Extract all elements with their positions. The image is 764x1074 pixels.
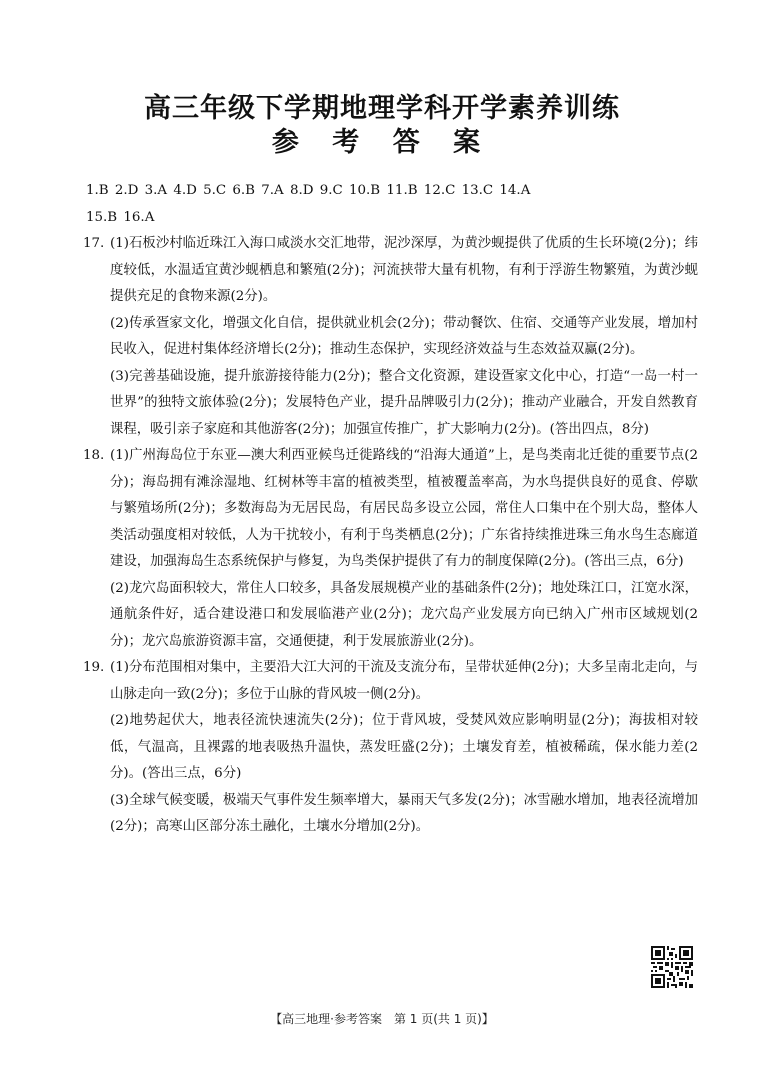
qr-code-icon	[651, 946, 693, 988]
page-title: 高三年级下学期地理学科开学素养训练	[144, 93, 620, 124]
question-number: 18.	[83, 448, 105, 463]
question-number: 19.	[83, 660, 105, 675]
question-17-part-2: (2)传承疍家文化，增强文化自信，提供就业机会(2分)；带动餐饮、住宿、交通等产业发展，增加村民收入，促进村集体经济增长(2分)；推动生态保护，实现经济效益与生态效益双赢(2分)。	[110, 315, 698, 357]
question-18-part-1: (1)广州海岛位于东亚—澳大利西亚候鸟迁徙路线的“沿海大通道”上，是鸟类南北迁徙的重要节点(2分)；海岛拥有滩涂湿地、红树林等丰富的植被类型，植被覆盖率高，为水鸟提供良好的觅食、停歇与繁殖场所(2分)；多数海岛为无居民岛，有居民岛多设立公园，常住人口集中在个别大岛，整体人类活动强度相对较低，人为干扰较小，有利于鸟类栖息(2分)；广东省持续推进珠三角水鸟生态廊道建设，加强海岛生态系统保护与修复，为鸟类保护提供了有力的制度保障(2分)。(答出三点，6分)	[110, 448, 698, 569]
question-17-part-3: (3)完善基础设施，提升旅游接待能力(2分)；整合文化资源，建设疍家文化中心，打造“一岛一村一世界”的独特文旅体验(2分)；发展特色产业，提升品牌吸引力(2分)；推动产业融合，开发自然教育课程，吸引亲子家庭和其他游客(2分)；加强宣传推广，扩大影响力(2分)。(答出四点，8分)	[110, 368, 698, 437]
question-19-part-3: (3)全球气候变暖，极端天气事件发生频率增大，暴雨天气多发(2分)；冰雪融水增加，地表径流增加(2分)；高寒山区部分冻土融化，土壤水分增加(2分)。	[110, 792, 698, 834]
question-number: 17.	[83, 236, 105, 251]
choice-answers-line-1: 1.B 2.D 3.A 4.D 5.C 6.B 7.A 8.D 9.C 10.B 11.B 12.C 13.C 14.A	[86, 183, 531, 198]
question-17-part-1: (1)石板沙村临近珠江入海口咸淡水交汇地带，泥沙深厚，为黄沙蚬提供了优质的生长环境(2分)；纬度较低，水温适宜黄沙蚬栖息和繁殖(2分)；河流挟带大量有机物，有利于浮游生物繁殖，为黄沙蚬提供充足的食物来源(2分)。	[110, 236, 698, 304]
page-subtitle: 参 考 答 案	[271, 127, 493, 158]
question-19-part-2: (2)地势起伏大，地表径流快速流失(2分)；位于背风坡，受焚风效应影响明显(2分)；海拔相对较低，气温高，且裸露的地表吸热升温快，蒸发旺盛(2分)；土壤发育差，植被稀疏，保水能力差(2分)。(答出三点，6分)	[110, 713, 698, 781]
question-19	[83, 655, 698, 841]
answer-content	[83, 178, 698, 841]
question-18-part-2: (2)龙穴岛面积较大，常住人口较多，具备发展规模产业的基础条件(2分)；地处珠江口，江宽水深，通航条件好，适合建设港口和发展临港产业(2分)；龙穴岛产业发展方向已纳入广州市区域规划(2分)；龙穴岛旅游资源丰富，交通便捷，利于发展旅游业(2分)。	[110, 580, 698, 649]
question-18	[83, 443, 698, 655]
question-17	[83, 231, 698, 443]
choice-answers-line-2: 15.B 16.A	[86, 209, 155, 225]
page-footer: 【高三地理·参考答案 第 1 页(共 1 页)】	[270, 1012, 494, 1026]
question-19-part-1: (1)分布范围相对集中，主要沿大江大河的干流及支流分布，呈带状延伸(2分)；大多呈南北走向，与山脉走向一致(2分)；多位于山脉的背风坡一侧(2分)。	[110, 660, 698, 702]
